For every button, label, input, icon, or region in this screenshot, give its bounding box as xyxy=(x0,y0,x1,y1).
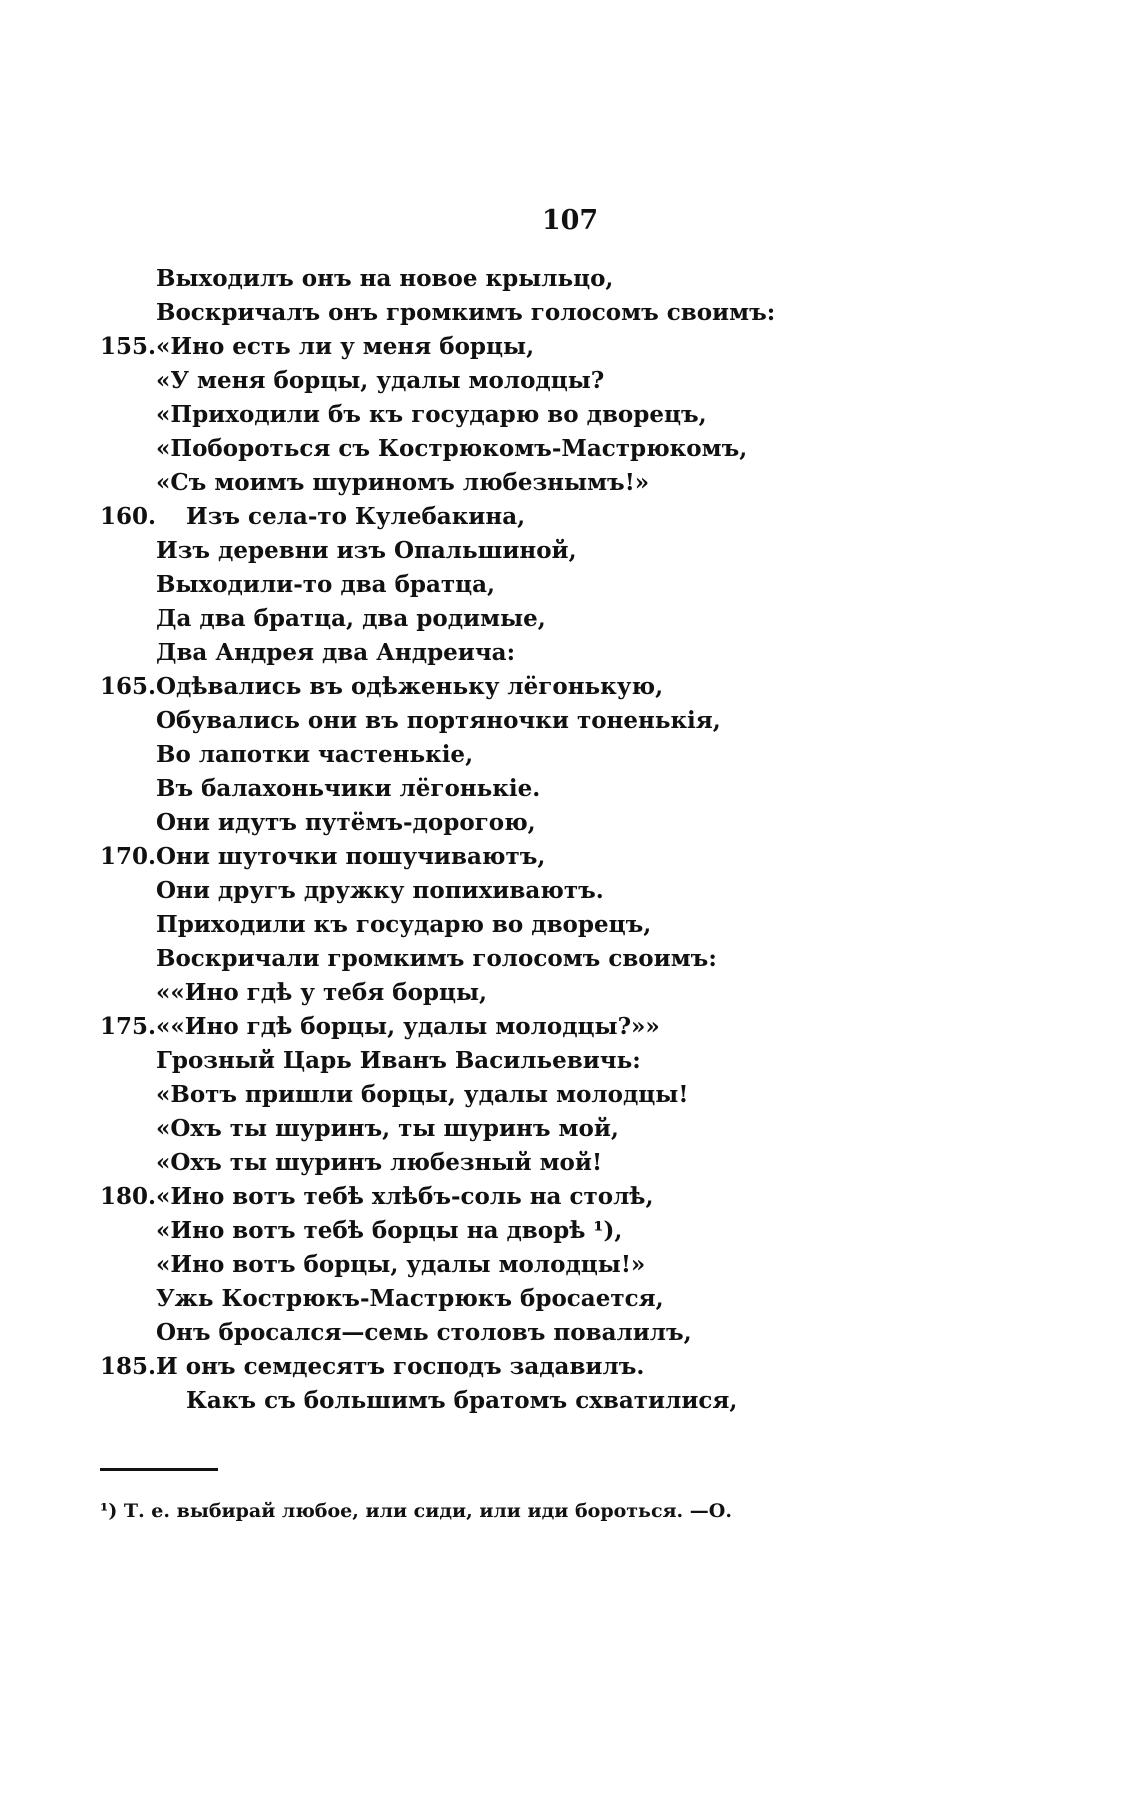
verse-line xyxy=(100,1248,860,1282)
footnote: ¹) Т. е. выбирай любое, или сиди, или иди бороться. —О. xyxy=(100,1500,732,1522)
verse-line xyxy=(100,1078,860,1112)
line-number xyxy=(100,1316,156,1350)
verse-text: Обувались они въ портяночки тоненькія, xyxy=(156,707,721,734)
verse-line xyxy=(100,1282,860,1316)
line-number xyxy=(100,1044,156,1078)
verse-text: «Приходили бъ къ государю во дворецъ, xyxy=(156,401,707,428)
line-number xyxy=(100,534,156,568)
verse-line xyxy=(100,568,860,602)
line-number: 175. xyxy=(100,1013,157,1040)
line-number xyxy=(100,1078,156,1112)
verse-text: Во лапотки частенькіе, xyxy=(156,741,474,768)
line-number xyxy=(100,1282,156,1316)
verse-line xyxy=(100,806,860,840)
line-number: 165. xyxy=(100,673,157,700)
verse-text: «Побороться съ Кострюкомъ-Мастрюкомъ, xyxy=(156,435,748,462)
line-number xyxy=(100,364,156,398)
verse-text: Приходили къ государю во дворецъ, xyxy=(156,911,652,938)
footnote-divider xyxy=(100,1468,218,1471)
line-number: 185. xyxy=(100,1353,157,1380)
verse-line xyxy=(100,704,860,738)
verse-text: ««Ино гдѣ борцы, удалы молодцы?»» xyxy=(156,1013,660,1040)
verse-line xyxy=(100,500,860,534)
line-number xyxy=(100,772,156,806)
line-number xyxy=(100,806,156,840)
line-number xyxy=(100,1214,156,1248)
verse-line xyxy=(100,942,860,976)
verse-line xyxy=(100,908,860,942)
line-number xyxy=(100,1248,156,1282)
verse-block xyxy=(100,262,860,1418)
verse-text: Два Андрея два Андреича: xyxy=(156,639,516,666)
line-number: 155. xyxy=(100,333,157,360)
verse-line xyxy=(100,772,860,806)
verse-line xyxy=(100,840,860,874)
verse-line xyxy=(100,364,860,398)
verse-line xyxy=(100,432,860,466)
verse-line xyxy=(100,296,860,330)
verse-text: И онъ семдесятъ господъ задавилъ. xyxy=(156,1353,645,1380)
line-number xyxy=(100,398,156,432)
line-number xyxy=(100,262,156,296)
verse-text: Воскричали громкимъ голосомъ своимъ: xyxy=(156,945,717,972)
verse-line xyxy=(100,602,860,636)
verse-line xyxy=(100,1010,860,1044)
line-number xyxy=(100,432,156,466)
verse-text: Они шуточки пошучиваютъ, xyxy=(156,843,546,870)
verse-line xyxy=(100,874,860,908)
verse-text: «Ино вотъ тебѣ хлѣбъ-соль на столѣ, xyxy=(156,1183,654,1210)
line-number xyxy=(100,874,156,908)
line-number xyxy=(100,1112,156,1146)
verse-line xyxy=(100,1350,860,1384)
verse-line xyxy=(100,738,860,772)
page-number: 107 xyxy=(541,205,599,236)
line-number xyxy=(100,568,156,602)
verse-text: Онъ бросался—семь столовъ повалилъ, xyxy=(156,1319,692,1346)
verse-line xyxy=(100,1214,860,1248)
verse-line xyxy=(100,330,860,364)
verse-text: Выходили-то два братца, xyxy=(156,571,496,598)
verse-line xyxy=(100,534,860,568)
line-number xyxy=(100,908,156,942)
verse-text: «Охъ ты шуринъ любезный мой! xyxy=(156,1149,603,1176)
line-number xyxy=(100,1146,156,1180)
line-number: 180. xyxy=(100,1183,157,1210)
verse-text: Въ балахоньчики лёгонькіе. xyxy=(156,775,541,802)
line-number xyxy=(100,1384,156,1418)
verse-line xyxy=(100,1044,860,1078)
verse-text: Изъ деревни изъ Опальшиной, xyxy=(156,537,577,564)
line-number: 160. xyxy=(100,503,157,530)
verse-text: Воскричалъ онъ громкимъ голосомъ своимъ: xyxy=(156,299,776,326)
verse-text: Выходилъ онъ на новое крыльцо, xyxy=(156,265,614,292)
verse-text: Какъ съ большимъ братомъ схватилися, xyxy=(186,1387,738,1414)
verse-text: Изъ села-то Кулебакина, xyxy=(186,503,526,530)
line-number xyxy=(100,602,156,636)
line-number xyxy=(100,942,156,976)
line-number xyxy=(100,976,156,1010)
verse-line xyxy=(100,670,860,704)
verse-text: ««Ино гдѣ у тебя борцы, xyxy=(156,979,488,1006)
line-number xyxy=(100,636,156,670)
verse-line xyxy=(100,398,860,432)
verse-line xyxy=(100,1384,860,1418)
verse-line xyxy=(100,1112,860,1146)
verse-line xyxy=(100,1146,860,1180)
verse-text: Одѣвались въ одѣженьку лёгонькую, xyxy=(156,673,664,700)
verse-line xyxy=(100,466,860,500)
verse-line xyxy=(100,976,860,1010)
line-number: 170. xyxy=(100,843,157,870)
verse-line xyxy=(100,636,860,670)
verse-text: Да два братца, два родимые, xyxy=(156,605,546,632)
verse-text: «Ино есть ли у меня борцы, xyxy=(156,333,535,360)
verse-line xyxy=(100,262,860,296)
verse-text: «Вотъ пришли борцы, удалы молодцы! xyxy=(156,1081,689,1108)
verse-text: «Ино вотъ тебѣ борцы на дворѣ ¹), xyxy=(156,1217,623,1244)
line-number xyxy=(100,738,156,772)
verse-text: «У меня борцы, удалы молодцы? xyxy=(156,367,605,394)
verse-text: Они идутъ путёмъ-дорогою, xyxy=(156,809,536,836)
verse-text: «Ино вотъ борцы, удалы молодцы!» xyxy=(156,1251,646,1278)
verse-line xyxy=(100,1316,860,1350)
verse-text: «Съ моимъ шуриномъ любезнымъ!» xyxy=(156,469,650,496)
verse-text: Ужь Кострюкъ-Мастрюкъ бросается, xyxy=(156,1285,664,1312)
verse-text: Грозный Царь Иванъ Васильевичь: xyxy=(156,1047,641,1074)
line-number xyxy=(100,296,156,330)
verse-text: «Охъ ты шуринъ, ты шуринъ мой, xyxy=(156,1115,619,1142)
line-number xyxy=(100,466,156,500)
verse-text: Они другъ дружку попихиваютъ. xyxy=(156,877,604,904)
line-number xyxy=(100,704,156,738)
verse-line xyxy=(100,1180,860,1214)
